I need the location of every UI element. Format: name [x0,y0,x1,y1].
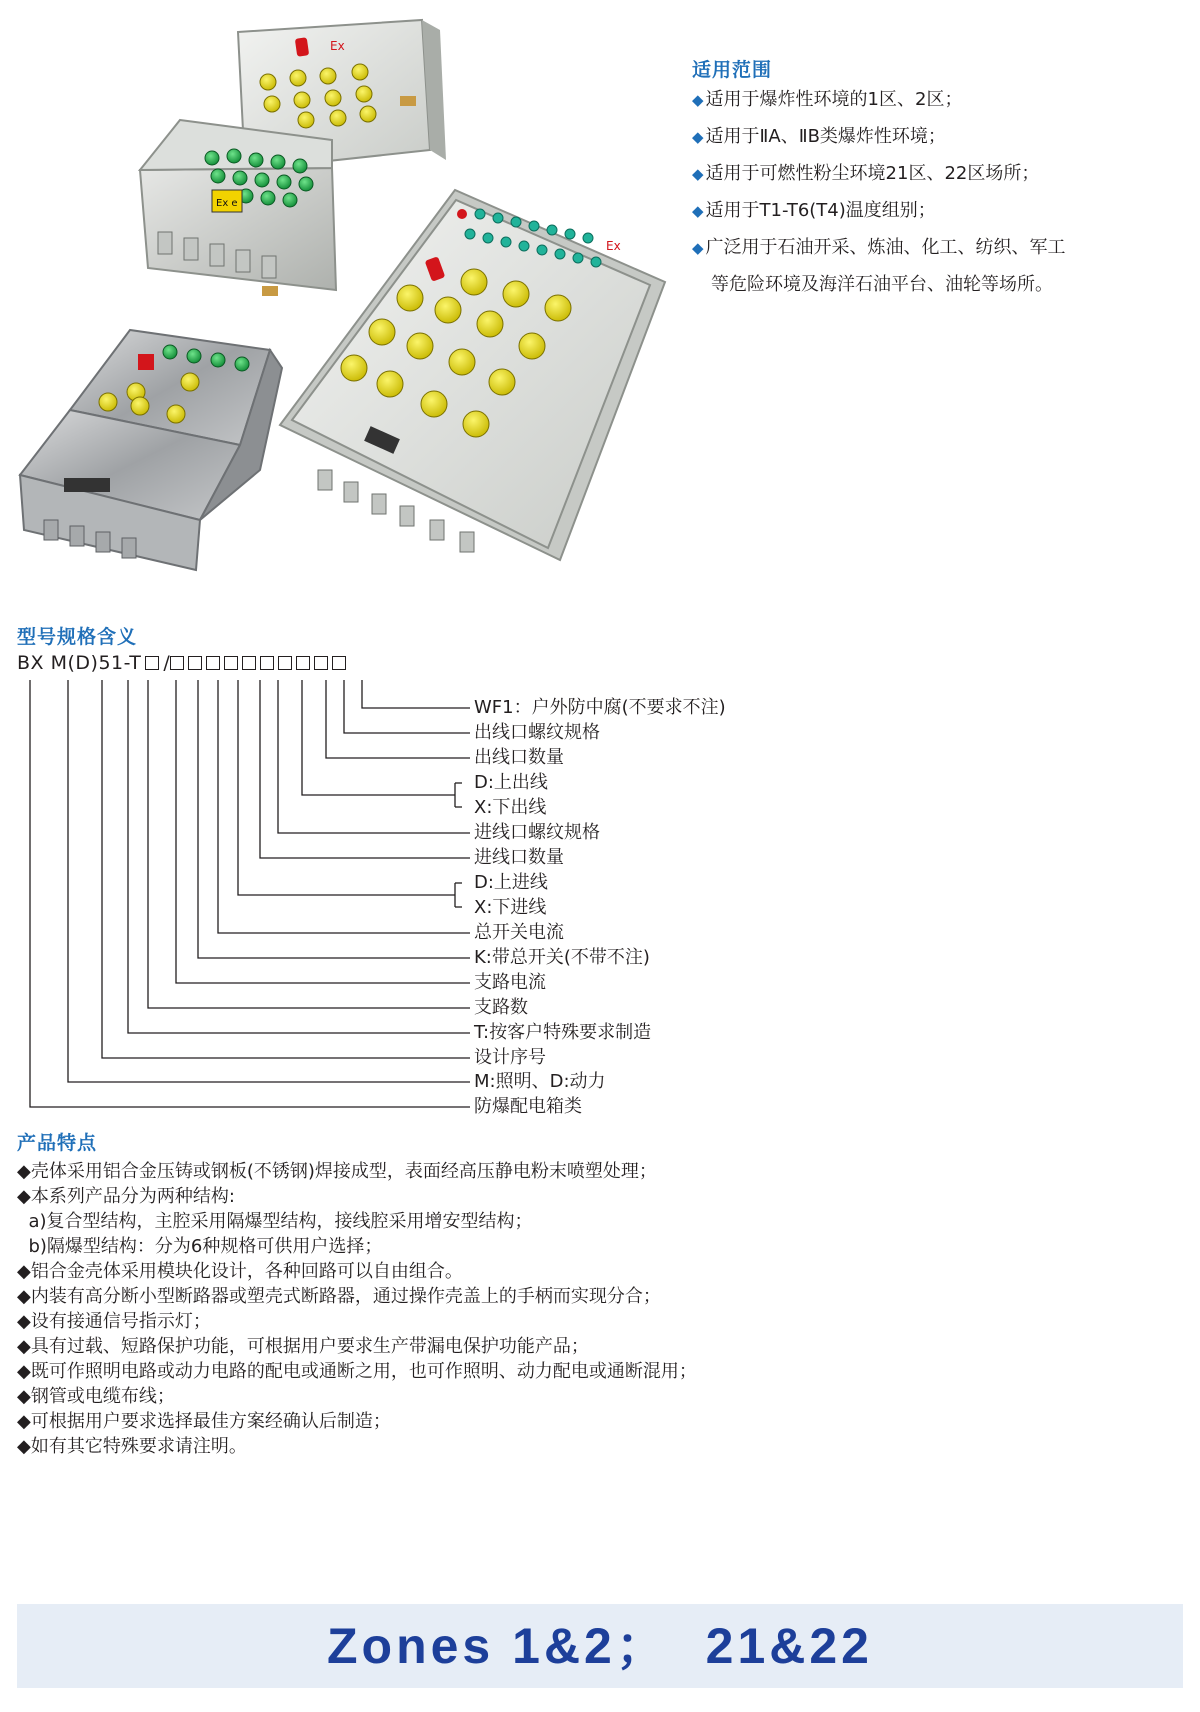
zones-banner [17,1604,1183,1688]
spec-label: 出线口螺纹规格 [474,722,600,743]
spec-label: 支路数 [474,997,528,1018]
code-box [260,656,274,670]
feature-item: ◆铝合金壳体采用模块化设计，各种回路可以自由组合。 [17,1261,463,1282]
model-spec-connector-lines [0,670,480,1130]
ex-e-label: Ex e [216,198,238,209]
range-item: ◆ 适用于ⅡA、ⅡB类爆炸性环境； [692,126,946,147]
feature-item: a)复合型结构，主腔采用隔爆型结构，接线腔采用增安型结构； [17,1211,533,1232]
range-item: ◆ 广泛用于石油开采、炼油、化工、纺织、军工 [692,237,1066,258]
ex-marking-large: Ex [606,239,621,253]
spec-label: 设计序号 [474,1047,546,1068]
code-box [314,656,328,670]
feature-item: ◆本系列产品分为两种结构: [17,1186,235,1207]
code-box [170,656,184,670]
diamond-bullet-icon: ◆ [692,128,704,146]
feature-item: ◆设有接通信号指示灯； [17,1311,211,1332]
feature-item: ◆具有过载、短路保护功能，可根据用户要求生产带漏电保护功能产品； [17,1336,589,1357]
spec-label: T:按客户特殊要求制造 [474,1022,652,1043]
code-box [278,656,292,670]
features-heading: 产品特点 [17,1132,98,1154]
feature-item: ◆既可作照明电路或动力电路的配电或通断之用，也可作照明、动力配电或通断混用； [17,1361,697,1382]
code-box [296,656,310,670]
spec-label: 防爆配电箱类 [474,1096,582,1117]
spec-label: 进线口数量 [474,847,564,868]
spec-label: X:下进线 [474,897,547,918]
range-item-continued: 等危险环境及海洋石油平台、油轮等场所。 [711,274,1053,295]
diamond-bullet-icon: ◆ [692,91,704,109]
spec-label: 总开关电流 [474,922,564,943]
features-list [17,1162,697,1462]
code-box [206,656,220,670]
spec-label: 支路电流 [474,972,546,993]
code-box [332,656,346,670]
feature-item: ◆壳体采用铝合金压铸或钢板(不锈钢)焊接成型，表面经高压静电粉末喷塑处理； [17,1161,657,1182]
product-photo-box-1 [140,20,446,296]
feature-item: b)隔爆型结构：分为6种规格可供用户选择； [17,1236,383,1257]
applicable-range-list [692,90,1066,312]
code-box [224,656,238,670]
model-code-prefix: BX M(D)51-T [17,652,142,674]
model-code-separator: / [163,652,171,674]
code-box [145,656,159,670]
product-photos [0,0,720,600]
code-box [242,656,256,670]
spec-label: 进线口螺纹规格 [474,822,600,843]
diamond-bullet-icon: ◆ [692,239,704,257]
spec-label: D:上出线 [474,772,548,793]
spec-label: WF1：户外防中腐(不要求不注) [474,697,726,718]
feature-item: ◆内装有高分断小型断路器或塑壳式断路器，通过操作壳盖上的手柄而实现分合； [17,1286,661,1307]
spec-label: K:带总开关(不带不注) [474,947,650,968]
feature-item: ◆如有其它特殊要求请注明。 [17,1436,247,1457]
range-item: ◆ 适用于可燃性粉尘环境21区、22区场所； [692,163,1040,184]
ex-marking: Ex [330,39,345,53]
product-photo-box-3 [280,190,665,560]
zones-banner-text: Zones 1&2； 21&22 [327,1618,873,1674]
code-box [188,656,202,670]
spec-label: X:下出线 [474,797,547,818]
product-photo-box-2 [20,330,282,570]
diamond-bullet-icon: ◆ [692,165,704,183]
spec-label: 出线口数量 [474,747,564,768]
range-item: ◆ 适用于爆炸性环境的1区、2区； [692,89,963,110]
feature-item: ◆钢管或电缆布线； [17,1386,175,1407]
model-spec-heading: 型号规格含义 [17,626,138,648]
applicable-range-heading: 适用范围 [692,59,773,81]
range-item: ◆ 适用于T1-T6(T4)温度组别； [692,200,936,221]
spec-label: D:上进线 [474,872,548,893]
spec-label: M:照明、D:动力 [474,1071,606,1092]
feature-item: ◆可根据用户要求选择最佳方案经确认后制造； [17,1411,391,1432]
diamond-bullet-icon: ◆ [692,202,704,220]
